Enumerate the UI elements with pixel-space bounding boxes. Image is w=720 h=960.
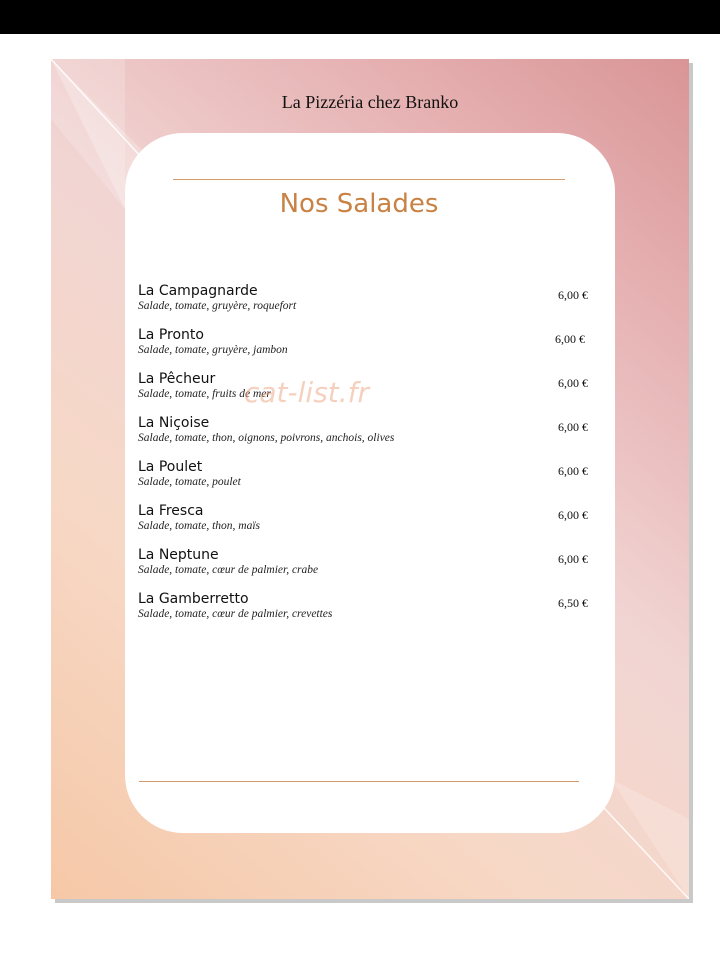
menu-item <box>138 459 588 503</box>
item-price: 6,00 € <box>558 376 588 390</box>
item-price: 6,00 € <box>555 332 585 346</box>
item-description: Salade, tomate, fruits de mer <box>138 388 271 400</box>
menu-item <box>138 547 588 591</box>
menu-page <box>51 59 689 899</box>
top-divider <box>173 179 565 180</box>
watermark-text: cat-list.fr <box>244 376 370 409</box>
item-name: La Fresca <box>138 503 204 519</box>
item-price: 6,00 € <box>558 420 588 434</box>
item-name: La Niçoise <box>138 415 210 431</box>
item-name: La Pêcheur <box>138 371 216 387</box>
item-description: Salade, tomate, thon, oignons, poivrons, anchois, olives <box>138 432 395 444</box>
item-description: Salade, tomate, cœur de palmier, crevettes <box>138 608 333 620</box>
item-description: Salade, tomate, thon, maïs <box>138 520 261 532</box>
item-name: La Poulet <box>138 459 203 475</box>
item-name: La Gamberretto <box>138 591 249 607</box>
item-price: 6,00 € <box>558 464 588 478</box>
item-price: 6,00 € <box>558 552 588 566</box>
top-bar <box>0 0 720 34</box>
bottom-divider <box>139 781 579 782</box>
item-name: La Campagnarde <box>138 283 258 299</box>
salad-list <box>138 283 588 635</box>
menu-item <box>138 591 588 635</box>
menu-item <box>138 327 588 371</box>
section-title: Nos Salades <box>279 189 439 219</box>
item-description: Salade, tomate, poulet <box>138 476 241 488</box>
item-price: 6,00 € <box>558 288 588 302</box>
item-description: Salade, tomate, gruyère, jambon <box>138 344 288 356</box>
menu-item <box>138 415 588 459</box>
item-name: La Neptune <box>138 547 219 563</box>
item-price: 6,00 € <box>558 508 588 522</box>
item-description: Salade, tomate, gruyère, roquefort <box>138 300 297 312</box>
menu-card <box>125 133 615 833</box>
item-name: La Pronto <box>138 327 204 343</box>
menu-item <box>138 283 588 327</box>
menu-item <box>138 503 588 547</box>
item-description: Salade, tomate, cœur de palmier, crabe <box>138 564 319 576</box>
item-price: 6,50 € <box>558 596 588 610</box>
restaurant-name: La Pizzéria chez Branko <box>281 92 459 112</box>
